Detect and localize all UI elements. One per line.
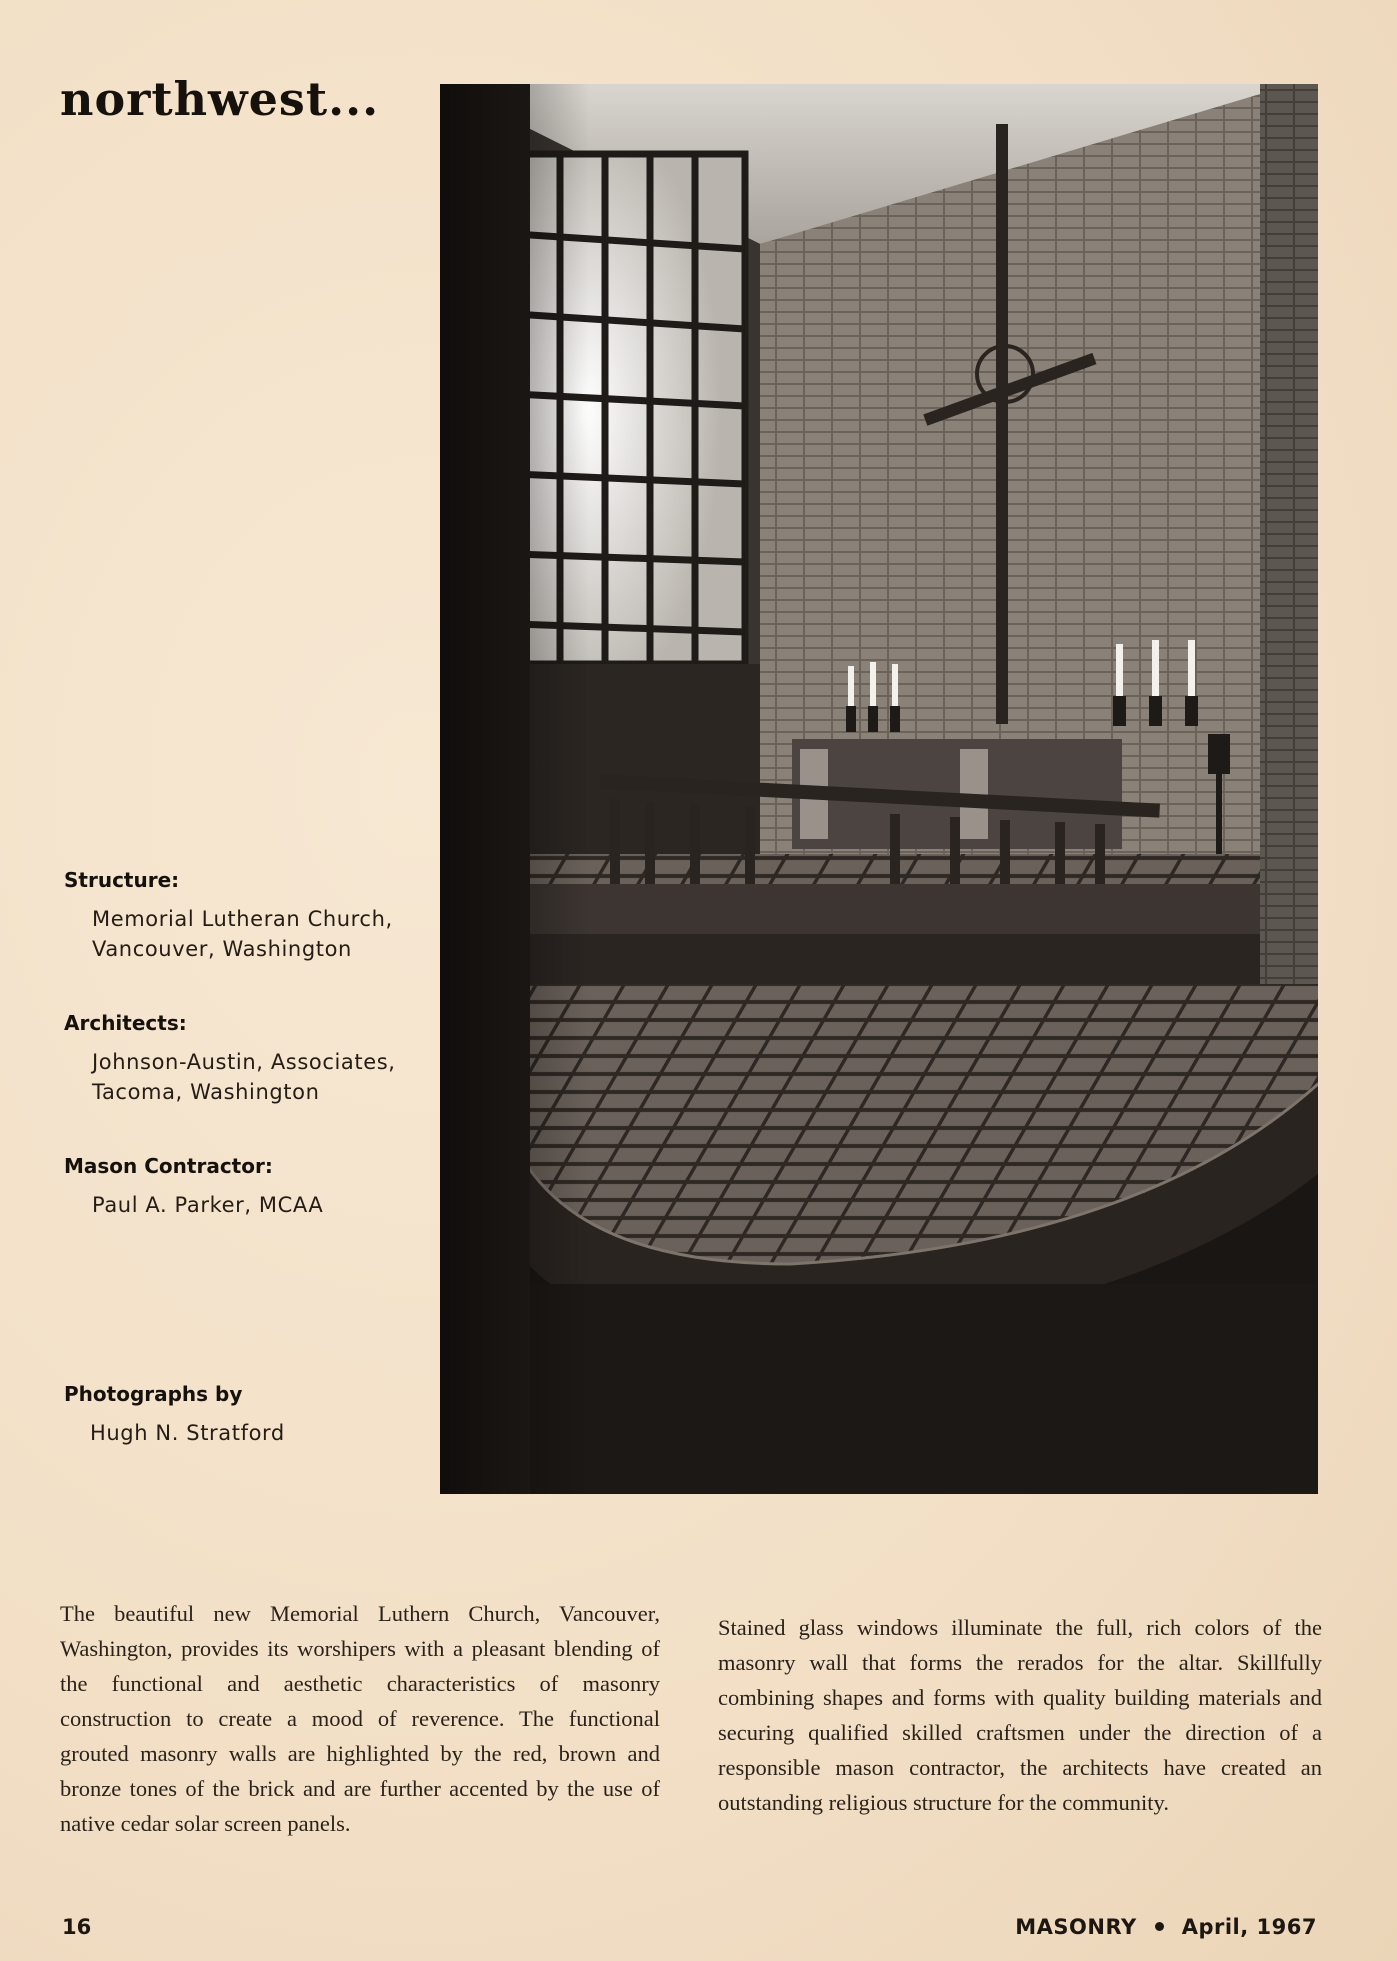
credit-line: Paul A. Parker, MCAA (92, 1193, 324, 1217)
credit-architects (64, 1011, 396, 1107)
publication-date: April, 1967 (1181, 1915, 1317, 1939)
church-altar-photo (440, 84, 1318, 1494)
credit-label: Photographs by (64, 1382, 243, 1406)
credit-structure (64, 868, 393, 964)
credit-line: Hugh N. Stratford (90, 1421, 285, 1445)
publication-name: MASONRY (1015, 1915, 1137, 1939)
page-heading: northwest... (60, 72, 380, 126)
credit-label: Architects: (64, 1011, 187, 1035)
photo-illustration (440, 84, 1318, 1494)
credit-label: Mason Contractor: (64, 1154, 273, 1178)
publication-footer (1015, 1915, 1317, 1939)
body-text-right: Stained glass windows illuminate the full, rich colors of the masonry wall that forms the rerados for the altar. Skillfully combining shapes and forms with quality building materials and securing qualified skilled craftsmen under the direction of a responsible mason contractor, the architects have created an outstanding religious structure for the community. (718, 1615, 1322, 1815)
page-number: 16 (62, 1915, 92, 1939)
credit-line: Johnson-Austin, Associates, (92, 1050, 396, 1074)
body-text-left: The beautiful new Memorial Luthern Church, Vancouver, Washington, provides its worshipers with a pleasant blending of the functional and aesthetic characteristics of masonry construction to create a mood of reverence. The functional grouted masonry walls are highlighted by the red, brown and bronze tones of the brick and are further accented by the use of native cedar solar screen panels. (60, 1601, 660, 1836)
credit-mason-contractor (64, 1154, 323, 1220)
credit-line: Memorial Lutheran Church, (92, 907, 393, 931)
credit-photographer (64, 1382, 285, 1448)
credit-label: Structure: (64, 868, 180, 892)
bullet-icon (1155, 1922, 1164, 1931)
credit-line: Vancouver, Washington (92, 937, 352, 961)
credit-line: Tacoma, Washington (92, 1080, 320, 1104)
